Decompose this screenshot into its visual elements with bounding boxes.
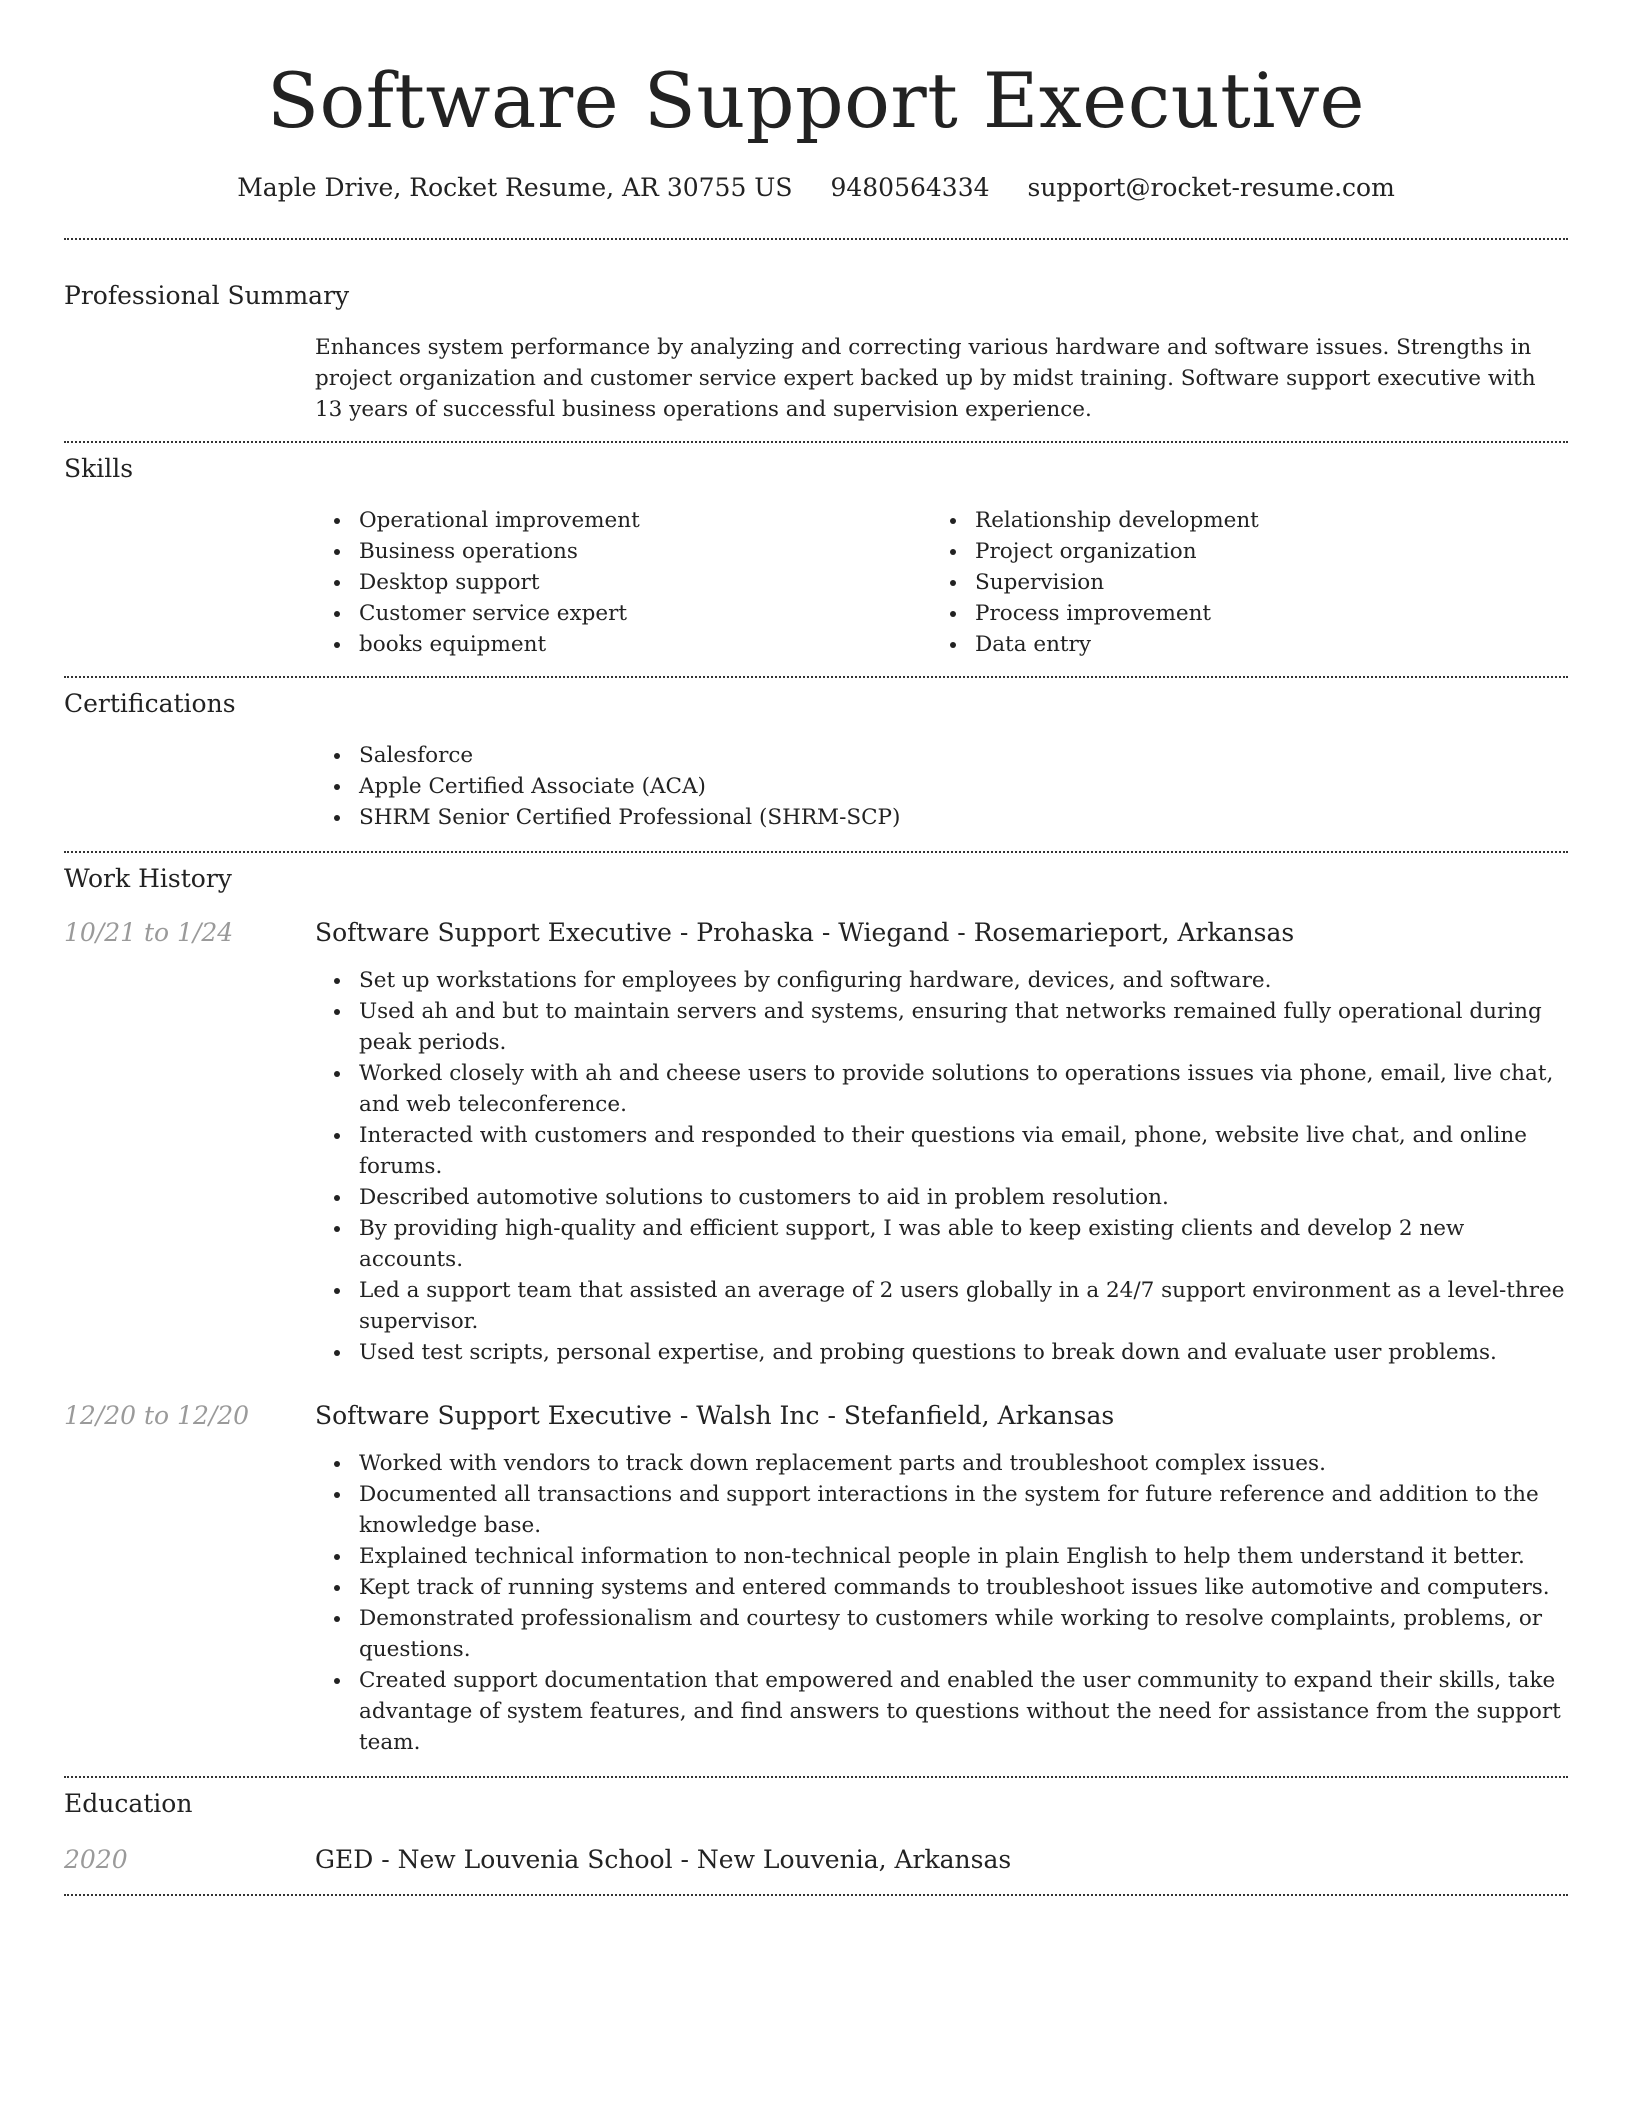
job-bullet: Explained technical information to non-technical people in plain English to help them understand it better. [315,1541,1568,1572]
skill-item: books equipment [315,629,931,660]
job-bullet: Created support documentation that empowered and enabled the user community to expand their skills, take advantage of system features, and find answers to questions without the need for assistance from the support team. [315,1665,1568,1758]
job-dates: 12/20 to 12/20 [64,1401,250,1430]
skill-item: Relationship development [931,505,1547,536]
job-bullet: Described automotive solutions to customers to aid in problem resolution. [315,1182,1568,1213]
education-year: 2020 [64,1845,128,1874]
job-entry [64,917,1568,1368]
skills-section [64,443,1568,660]
job-bullet: By providing high-quality and efficient support, I was able to keep existing clients and develop 2 new accounts. [315,1213,1568,1275]
education-heading: GED - New Louvenia School - New Louvenia, Arkansas [315,1845,1012,1874]
skills-list-left [315,505,931,660]
skills-list-right [931,505,1547,660]
job-bullet: Used test scripts, personal expertise, and probing questions to break down and evaluate user problems. [315,1337,1568,1368]
skill-item: Business operations [315,536,931,567]
education-entry [64,1844,1568,1876]
certifications-section [64,678,1568,833]
certification-item: Salesforce [315,740,1568,771]
job-bullet: Kept track of running systems and entered commands to troubleshoot issues like automotive and computers. [315,1572,1568,1603]
summary-section [64,240,1568,425]
education-title: Education [64,1789,193,1818]
skill-item: Supervision [931,567,1547,598]
job-bullets [315,1448,1568,1758]
job-bullet: Documented all transactions and support interactions in the system for future reference and addition to the knowledge base. [315,1479,1568,1541]
job-bullet: Worked closely with ah and cheese users to provide solutions to operations issues via phone, email, live chat, and web teleconference. [315,1058,1568,1120]
certifications-list [315,740,1568,833]
job-bullet: Demonstrated professionalism and courtesy to customers while working to resolve complaints, problems, or questions. [315,1603,1568,1665]
job-bullet: Led a support team that assisted an average of 2 users globally in a 24/7 support environment as a level-three supervisor. [315,1275,1568,1337]
job-heading: Software Support Executive - Prohaska - Wiegand - Rosemarieport, Arkansas [315,918,1295,947]
job-bullets [315,965,1568,1368]
summary-title: Professional Summary [64,281,350,310]
skill-item: Desktop support [315,567,931,598]
section-divider [64,1894,1568,1896]
job-heading: Software Support Executive - Walsh Inc - Stefanfield, Arkansas [315,1401,1115,1430]
job-dates: 10/21 to 1/24 [64,918,234,947]
skills-grid [315,505,1568,660]
work-history-section [64,853,1568,1758]
job-bullet: Worked with vendors to track down replacement parts and troubleshoot complex issues. [315,1448,1568,1479]
certification-item: SHRM Senior Certified Professional (SHRM-SCP) [315,802,1568,833]
skills-title: Skills [64,454,134,483]
contact-address: Maple Drive, Rocket Resume, AR 30755 US [237,173,793,202]
contact-phone: 9480564334 [830,173,990,202]
job-bullet: Used ah and but to maintain servers and systems, ensuring that networks remained fully operational during peak periods. [315,996,1568,1058]
skill-item: Data entry [931,629,1547,660]
job-entry [64,1400,1568,1758]
job-bullet: Interacted with customers and responded to their questions via email, phone, website live chat, and online forums. [315,1120,1568,1182]
certification-item: Apple Certified Associate (ACA) [315,771,1568,802]
contact-email: support@rocket-resume.com [1027,173,1395,202]
education-section [64,1778,1568,1876]
skill-item: Project organization [931,536,1547,567]
resume-header [64,0,1568,204]
certifications-title: Certifications [64,689,236,718]
job-bullet: Set up workstations for employees by configuring hardware, devices, and software. [315,965,1568,996]
work-history-title: Work History [64,864,232,893]
skill-item: Operational improvement [315,505,931,536]
candidate-name: Software Support Executive [266,56,1365,145]
skill-item: Customer service expert [315,598,931,629]
contact-line [64,172,1568,204]
skill-item: Process improvement [931,598,1547,629]
summary-text: Enhances system performance by analyzing and correcting various hardware and software issues. Strengths in project organization and customer service expert backed up by midst training. Software support executive with 13 years of successful business operations and supervision experience. [315,335,1536,422]
